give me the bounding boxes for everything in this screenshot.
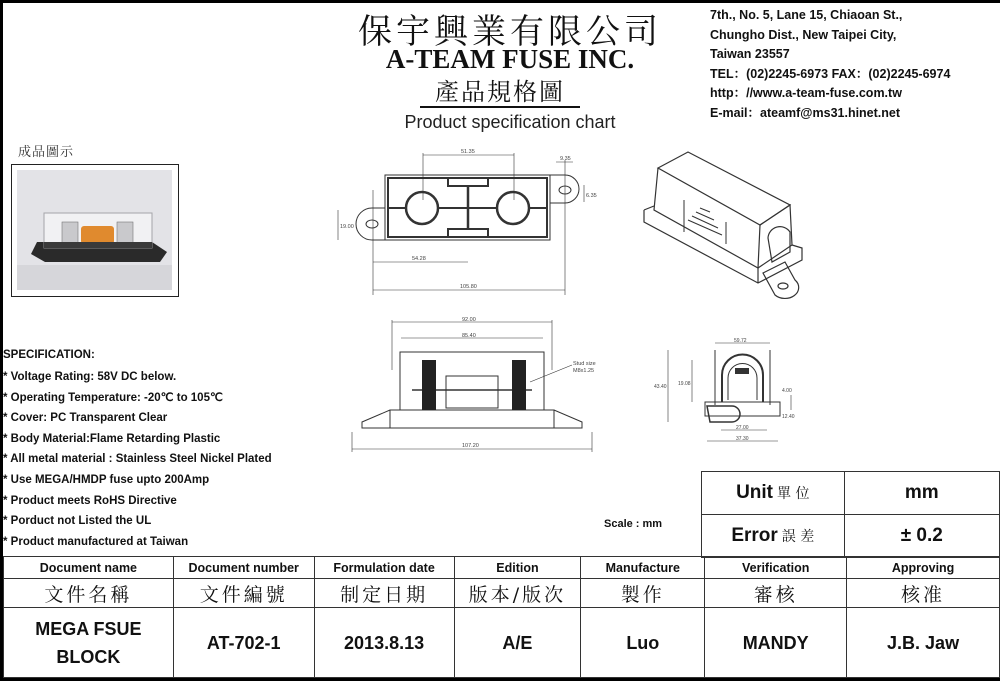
isometric-view-drawing bbox=[630, 140, 810, 310]
svg-text:92.00: 92.00 bbox=[462, 317, 476, 323]
svg-text:4.00: 4.00 bbox=[782, 388, 792, 394]
signoff-header-row bbox=[4, 557, 1000, 579]
header-approving: Approving bbox=[847, 557, 1000, 579]
product-photo bbox=[17, 170, 172, 290]
error-value-cell: ± 0.2 bbox=[844, 515, 999, 558]
spec-fuse-type: * Use MEGA/HMDP fuse upto 200Amp bbox=[3, 473, 210, 486]
signoff-table bbox=[3, 556, 1000, 678]
address-line-3: Taiwan 23557 bbox=[710, 47, 790, 61]
value-approving: J.B. Jaw bbox=[847, 608, 1000, 678]
document-title-english: Product specification chart bbox=[404, 112, 616, 132]
value-formulation-date: 2013.8.13 bbox=[314, 608, 454, 678]
error-label-cell: Error 誤 差 bbox=[702, 515, 845, 558]
header-cn-verification: 審核 bbox=[705, 579, 847, 608]
value-document-number: AT-702-1 bbox=[173, 608, 314, 678]
spec-metal-material: * All metal material : Stainless Steel Nickel Plated bbox=[3, 453, 272, 466]
signoff-value-row bbox=[4, 608, 1000, 678]
svg-text:9.35: 9.35 bbox=[560, 156, 571, 162]
spec-voltage: * Voltage Rating: 58V DC below. bbox=[3, 371, 177, 383]
svg-text:105.80: 105.80 bbox=[460, 284, 477, 290]
top-view-drawing bbox=[330, 135, 600, 305]
address-line-1: 7th., No. 5, Lane 15, Chiaoan St., bbox=[710, 8, 903, 22]
svg-text:51.35: 51.35 bbox=[461, 149, 475, 155]
front-view-drawing bbox=[340, 310, 630, 460]
header-edition: Edition bbox=[454, 557, 581, 579]
signoff-header-cn-row bbox=[4, 579, 1000, 608]
spec-cover: * Cover: PC Transparent Clear bbox=[3, 412, 168, 425]
svg-text:19.00: 19.00 bbox=[340, 224, 354, 230]
svg-text:Stud size: Stud size bbox=[573, 361, 596, 367]
phone-fax: TEL：(02)2245-6973 FAX：(02)2245-6974 bbox=[710, 66, 951, 81]
header-cn-edition: 版本/版次 bbox=[454, 579, 581, 608]
header-formulation-date: Formulation date bbox=[314, 557, 454, 579]
spec-ul: * Porduct not Listed the UL bbox=[3, 515, 152, 528]
spec-rohs: * Product meets RoHS Directive bbox=[3, 494, 177, 507]
svg-text:59.72: 59.72 bbox=[734, 338, 747, 344]
svg-text:107.20: 107.20 bbox=[462, 443, 479, 449]
error-row bbox=[702, 515, 1000, 558]
side-view-drawing bbox=[650, 330, 800, 460]
scale-label: Scale : mm bbox=[604, 518, 663, 530]
header-verification: Verification bbox=[705, 557, 847, 579]
header-document-name: Document name bbox=[4, 557, 174, 579]
specification-list bbox=[3, 349, 272, 552]
spec-temperature: * Operating Temperature: -20℃ to 105℃ bbox=[3, 391, 223, 404]
svg-text:19.08: 19.08 bbox=[678, 381, 691, 387]
email-link[interactable]: E-mail：ateamf@ms31.hinet.net bbox=[710, 105, 901, 120]
unit-label-cell: Unit 單 位 bbox=[702, 472, 845, 515]
contact-block bbox=[710, 6, 950, 123]
header-cn-document-name: 文件名稱 bbox=[4, 579, 174, 608]
unit-row bbox=[702, 472, 1000, 515]
header-cn-document-number: 文件編號 bbox=[173, 579, 314, 608]
header-document-number: Document number bbox=[173, 557, 314, 579]
svg-text:85.40: 85.40 bbox=[462, 333, 476, 339]
header-cn-manufacture: 製作 bbox=[581, 579, 705, 608]
company-name-english: A-TEAM FUSE INC. bbox=[385, 44, 635, 74]
svg-text:27.00: 27.00 bbox=[736, 425, 749, 431]
product-photo-label: 成品圖示 bbox=[18, 145, 75, 160]
address-line-2: Chungho Dist., New Taipei City, bbox=[710, 27, 897, 42]
header-cn-approving: 核准 bbox=[847, 579, 1000, 608]
value-edition: A/E bbox=[454, 608, 581, 678]
unit-tolerance-table bbox=[701, 471, 1000, 558]
website-link[interactable]: http：//www.a-team-fuse.com.tw bbox=[710, 86, 902, 100]
top-border bbox=[0, 0, 1000, 3]
svg-text:M8x1.25: M8x1.25 bbox=[573, 368, 595, 374]
spec-body-material: * Body Material:Flame Retarding Plastic bbox=[3, 432, 221, 445]
value-document-name: MEGA FSUE BLOCK bbox=[4, 608, 174, 678]
fuse-block-photo-icon bbox=[17, 170, 172, 290]
header-cn-formulation-date: 制定日期 bbox=[314, 579, 454, 608]
unit-value-cell: mm bbox=[844, 472, 999, 515]
svg-text:12.40: 12.40 bbox=[782, 414, 795, 420]
specification-title: SPECIFICATION: bbox=[3, 349, 95, 361]
product-photo-frame bbox=[11, 164, 179, 297]
value-manufacture: Luo bbox=[581, 608, 705, 678]
svg-text:54.28: 54.28 bbox=[412, 256, 426, 262]
spec-origin: * Product manufactured at Taiwan bbox=[3, 535, 189, 548]
value-verification: MANDY bbox=[705, 608, 847, 678]
svg-text:6.35: 6.35 bbox=[586, 193, 597, 199]
svg-text:37.30: 37.30 bbox=[736, 436, 749, 442]
header-manufacture: Manufacture bbox=[581, 557, 705, 579]
svg-text:43.40: 43.40 bbox=[654, 384, 667, 390]
company-name-chinese: 保宇興業有限公司 bbox=[358, 12, 662, 52]
document-title-chinese: 產品規格圖 bbox=[420, 78, 580, 108]
